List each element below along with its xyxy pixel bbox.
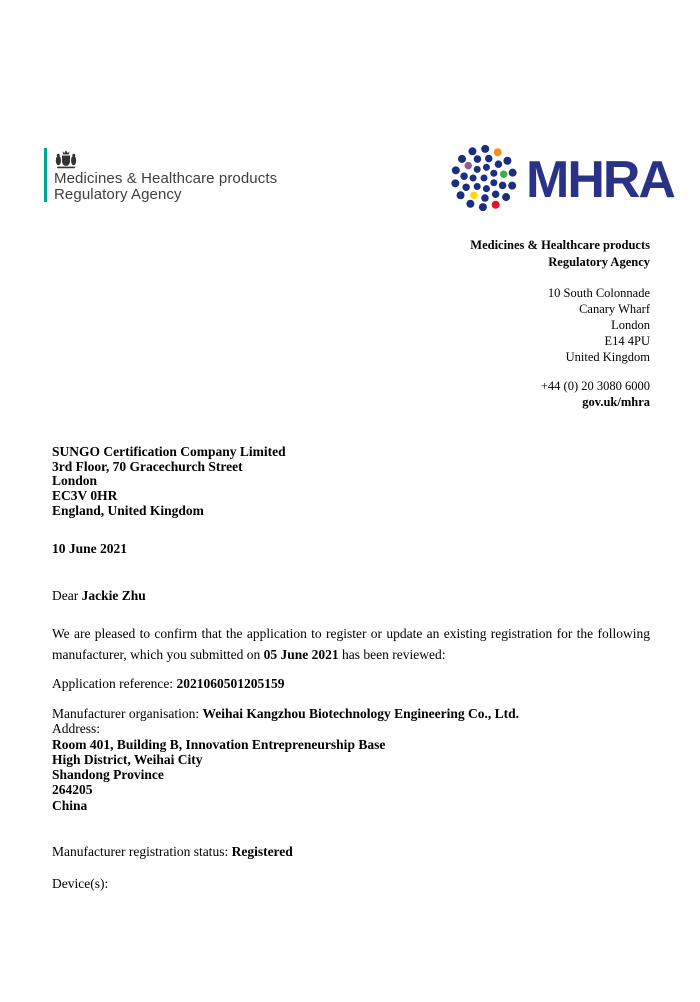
manufacturer-address-line: High District, Weihai City [52, 751, 203, 767]
sender-address-line: Canary Wharf [579, 302, 650, 316]
salutation [52, 588, 146, 604]
application-reference-line [52, 676, 284, 692]
sender-org-line1: Medicines & Healthcare products [470, 238, 650, 252]
recipient-name: Jackie Zhu [81, 588, 146, 603]
registration-status-line [52, 844, 293, 860]
address-label: Address: [52, 721, 100, 737]
manufacturer-address-line: China [52, 797, 88, 813]
sender-org-line2: Regulatory Agency [548, 255, 650, 269]
royal-crest-icon [54, 148, 78, 169]
brand-bar [44, 148, 47, 202]
manufacturer-name: Weihai Kangzhou Biotechnology Engineering Co., Ltd. [202, 706, 519, 721]
body-text-after: has been reviewed: [338, 647, 446, 662]
agency-name-line2: Regulatory Agency [54, 185, 182, 203]
recipient-line: 3rd Floor, 70 Gracechurch Street [52, 458, 243, 474]
application-reference-label: Application reference: [52, 676, 177, 691]
agency-logo [44, 148, 277, 202]
mhra-logo [450, 144, 674, 212]
manufacturer-block [52, 706, 519, 813]
manufacturer-address-line: Shandong Province [52, 767, 164, 783]
submission-date: 05 June 2021 [263, 647, 339, 662]
application-reference-value: 2021060501205159 [176, 676, 285, 691]
sender-address-line: London [611, 318, 650, 332]
sender-address-line: United Kingdom [565, 350, 650, 364]
recipient-address-block [52, 445, 286, 519]
manufacturer-address-line: Room 401, Building B, Innovation Entrepreneurship Base [52, 736, 386, 752]
mhra-dots-icon [450, 144, 518, 212]
sender-phone: +44 (0) 20 3080 6000 [540, 379, 650, 393]
manufacturer-label: Manufacturer organisation: [52, 706, 203, 721]
recipient-line: SUNGO Certification Company Limited [52, 444, 286, 459]
recipient-line: EC3V 0HR [52, 488, 118, 504]
sender-website: gov.uk/mhra [582, 395, 650, 409]
sender-address-block [470, 237, 650, 410]
letter-date: 10 June 2021 [52, 541, 128, 556]
recipient-line: London [52, 473, 98, 489]
devices-label: Device(s): [52, 876, 109, 891]
manufacturer-address-line: 264205 [52, 782, 93, 798]
salutation-prefix: Dear [52, 588, 82, 603]
sender-address-line: E14 4PU [604, 334, 650, 348]
registration-status-label: Manufacturer registration status: [52, 844, 232, 859]
manufacturer-line [52, 706, 519, 721]
agency-name-line1: Medicines & Healthcare products [54, 170, 278, 187]
mhra-wordmark: MHRA [526, 151, 674, 209]
registration-status-value: Registered [231, 844, 293, 859]
recipient-line: England, United Kingdom [52, 502, 204, 518]
sender-address-line: 10 South Colonnade [547, 286, 650, 300]
body-text-before: We are pleased to confirm that the application to register or update an existing registration for the following manufacturer, which you submitted on [52, 626, 650, 662]
body-paragraph [52, 623, 650, 665]
